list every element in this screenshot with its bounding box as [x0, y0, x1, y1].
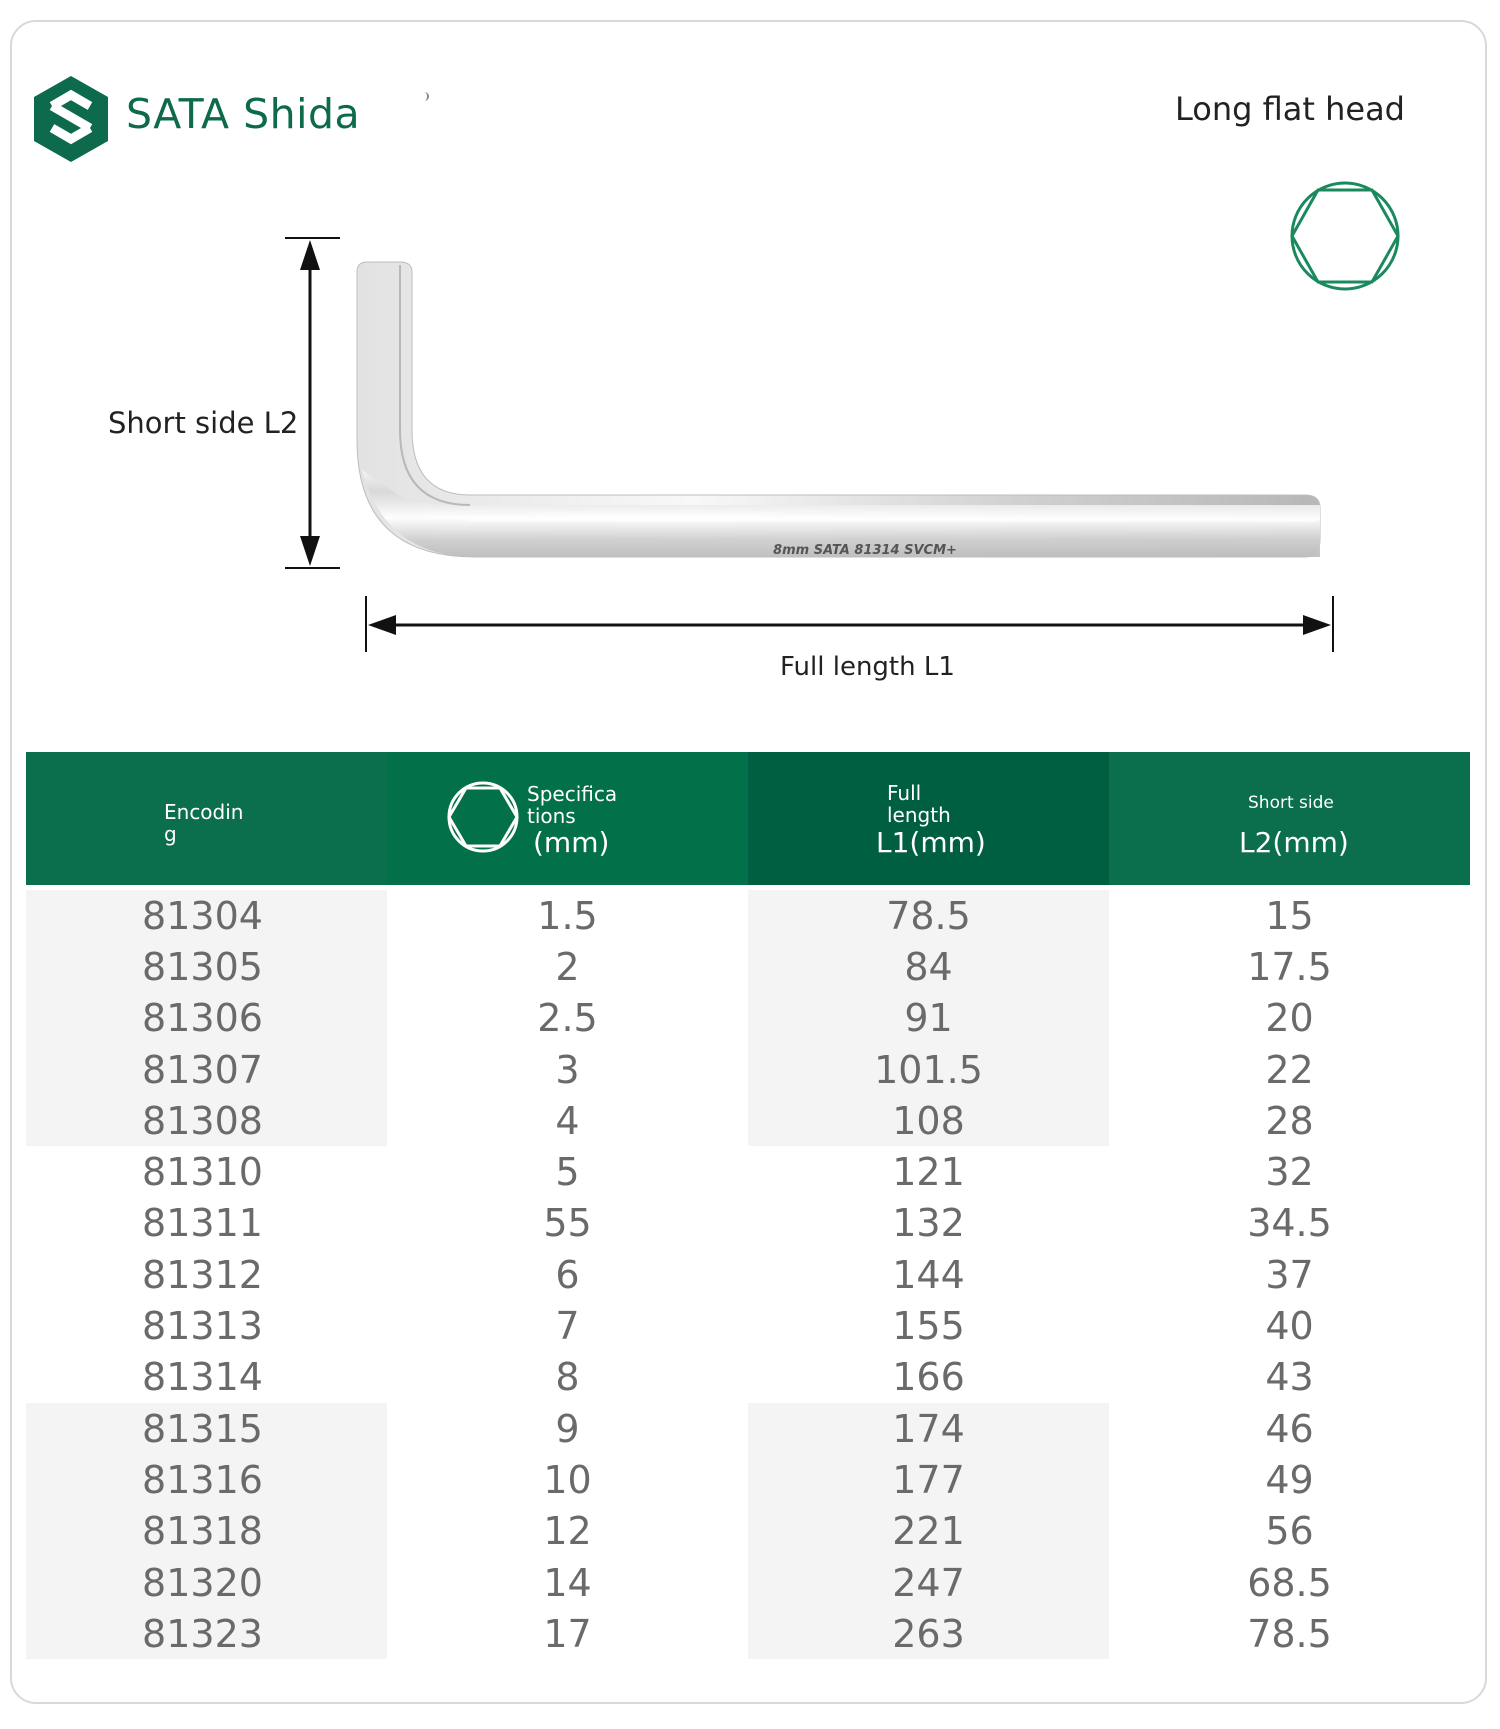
cell-short-side: 40 [1265, 1304, 1314, 1349]
header-encoding-label: Encodin g [164, 800, 244, 846]
cell-encoding: 81311 [142, 1201, 263, 1246]
cell-short-side: 15 [1265, 893, 1314, 938]
header-full-unit: L1(mm) [876, 826, 986, 859]
table-row [26, 1198, 1470, 1249]
cell-specification: 8 [555, 1355, 580, 1400]
header-short-side [1109, 752, 1470, 885]
full-length-label: Full length L1 [780, 652, 955, 682]
cell-full-length: 84 [748, 941, 1109, 992]
cell-short-side: 46 [1265, 1406, 1314, 1451]
header-full-length [748, 752, 1109, 885]
cell-full-length: 91 [748, 993, 1109, 1044]
cell-full-length: 108 [748, 1095, 1109, 1146]
cell-encoding: 81312 [142, 1252, 263, 1297]
cell-full-length: 155 [892, 1304, 965, 1349]
table-row [26, 1506, 1470, 1557]
cell-encoding: 81314 [142, 1355, 263, 1400]
cell-full-length: 132 [892, 1201, 965, 1246]
cell-encoding: 81310 [142, 1150, 263, 1195]
cell-short-side: 56 [1265, 1509, 1314, 1554]
table-row [26, 890, 1470, 941]
cell-short-side: 34.5 [1247, 1201, 1332, 1246]
table-row [26, 1146, 1470, 1197]
cell-specification: 2 [555, 944, 580, 989]
cell-specification: 5 [555, 1150, 580, 1195]
cell-specification: 3 [555, 1047, 580, 1092]
spec-table [26, 752, 1470, 1659]
cell-specification: 14 [543, 1560, 592, 1605]
table-row [26, 1608, 1470, 1659]
header-spec-label: Specifica tions [527, 782, 618, 828]
table-row [26, 1095, 1470, 1146]
cell-encoding: 81308 [26, 1095, 387, 1146]
cell-full-length: 247 [748, 1557, 1109, 1608]
cell-encoding: 81304 [26, 890, 387, 941]
cell-encoding: 81318 [26, 1506, 387, 1557]
cell-specification: 55 [543, 1201, 592, 1246]
cell-specification: 10 [543, 1457, 592, 1502]
cell-short-side: 17.5 [1247, 944, 1332, 989]
cell-encoding: 81316 [26, 1454, 387, 1505]
cell-short-side: 68.5 [1247, 1560, 1332, 1605]
cell-specification: 17 [543, 1611, 592, 1656]
wrench-diagram [0, 0, 1500, 720]
cell-specification: 2.5 [537, 996, 598, 1041]
table-row [26, 941, 1470, 992]
cell-specification: 9 [555, 1406, 580, 1451]
table-header [26, 752, 1470, 885]
cell-full-length: 166 [892, 1355, 965, 1400]
header-short-unit: L2(mm) [1239, 826, 1349, 859]
table-row [26, 1352, 1470, 1403]
header-full-label: Full length [887, 781, 951, 827]
cell-specification: 4 [555, 1098, 580, 1143]
cell-full-length: 174 [748, 1403, 1109, 1454]
table-row [26, 993, 1470, 1044]
table-body [26, 890, 1470, 1659]
table-row [26, 1454, 1470, 1505]
hexagon-spec-icon [445, 779, 521, 855]
cell-specification: 6 [555, 1252, 580, 1297]
cell-short-side: 78.5 [1247, 1611, 1332, 1656]
cell-full-length: 144 [892, 1252, 965, 1297]
table-row [26, 1249, 1470, 1300]
wrench-marking: 8mm SATA 81314 SVCM+ [773, 543, 957, 558]
cell-short-side: 43 [1265, 1355, 1314, 1400]
cell-short-side: 20 [1265, 996, 1314, 1041]
table-row [26, 1044, 1470, 1095]
cell-encoding: 81323 [26, 1608, 387, 1659]
cell-encoding: 81305 [26, 941, 387, 992]
head-type-label: Long flat head [1175, 90, 1405, 128]
cell-encoding: 81307 [26, 1044, 387, 1095]
cell-full-length: 121 [892, 1150, 965, 1195]
header-spec-unit: (mm) [533, 826, 610, 859]
cell-full-length: 101.5 [748, 1044, 1109, 1095]
header-short-label: Short side [1248, 793, 1334, 813]
table-row [26, 1403, 1470, 1454]
cell-short-side: 32 [1265, 1150, 1314, 1195]
cell-encoding: 81313 [142, 1304, 263, 1349]
cell-short-side: 28 [1265, 1098, 1314, 1143]
cell-specification: 1.5 [537, 893, 598, 938]
cell-full-length: 78.5 [748, 890, 1109, 941]
short-side-label: Short side L2 [108, 406, 299, 440]
cell-encoding: 81306 [26, 993, 387, 1044]
cell-specification: 12 [543, 1509, 592, 1554]
brand-name: SATA Shida [126, 90, 361, 138]
cell-encoding: 81320 [26, 1557, 387, 1608]
cell-short-side: 22 [1265, 1047, 1314, 1092]
header-encoding [26, 752, 387, 885]
cell-short-side: 37 [1265, 1252, 1314, 1297]
table-row [26, 1557, 1470, 1608]
table-row [26, 1300, 1470, 1351]
cell-encoding: 81315 [26, 1403, 387, 1454]
cell-short-side: 49 [1265, 1457, 1314, 1502]
cell-full-length: 263 [748, 1608, 1109, 1659]
cell-full-length: 177 [748, 1454, 1109, 1505]
cell-specification: 7 [555, 1304, 580, 1349]
header-specifications [387, 752, 748, 885]
cell-full-length: 221 [748, 1506, 1109, 1557]
